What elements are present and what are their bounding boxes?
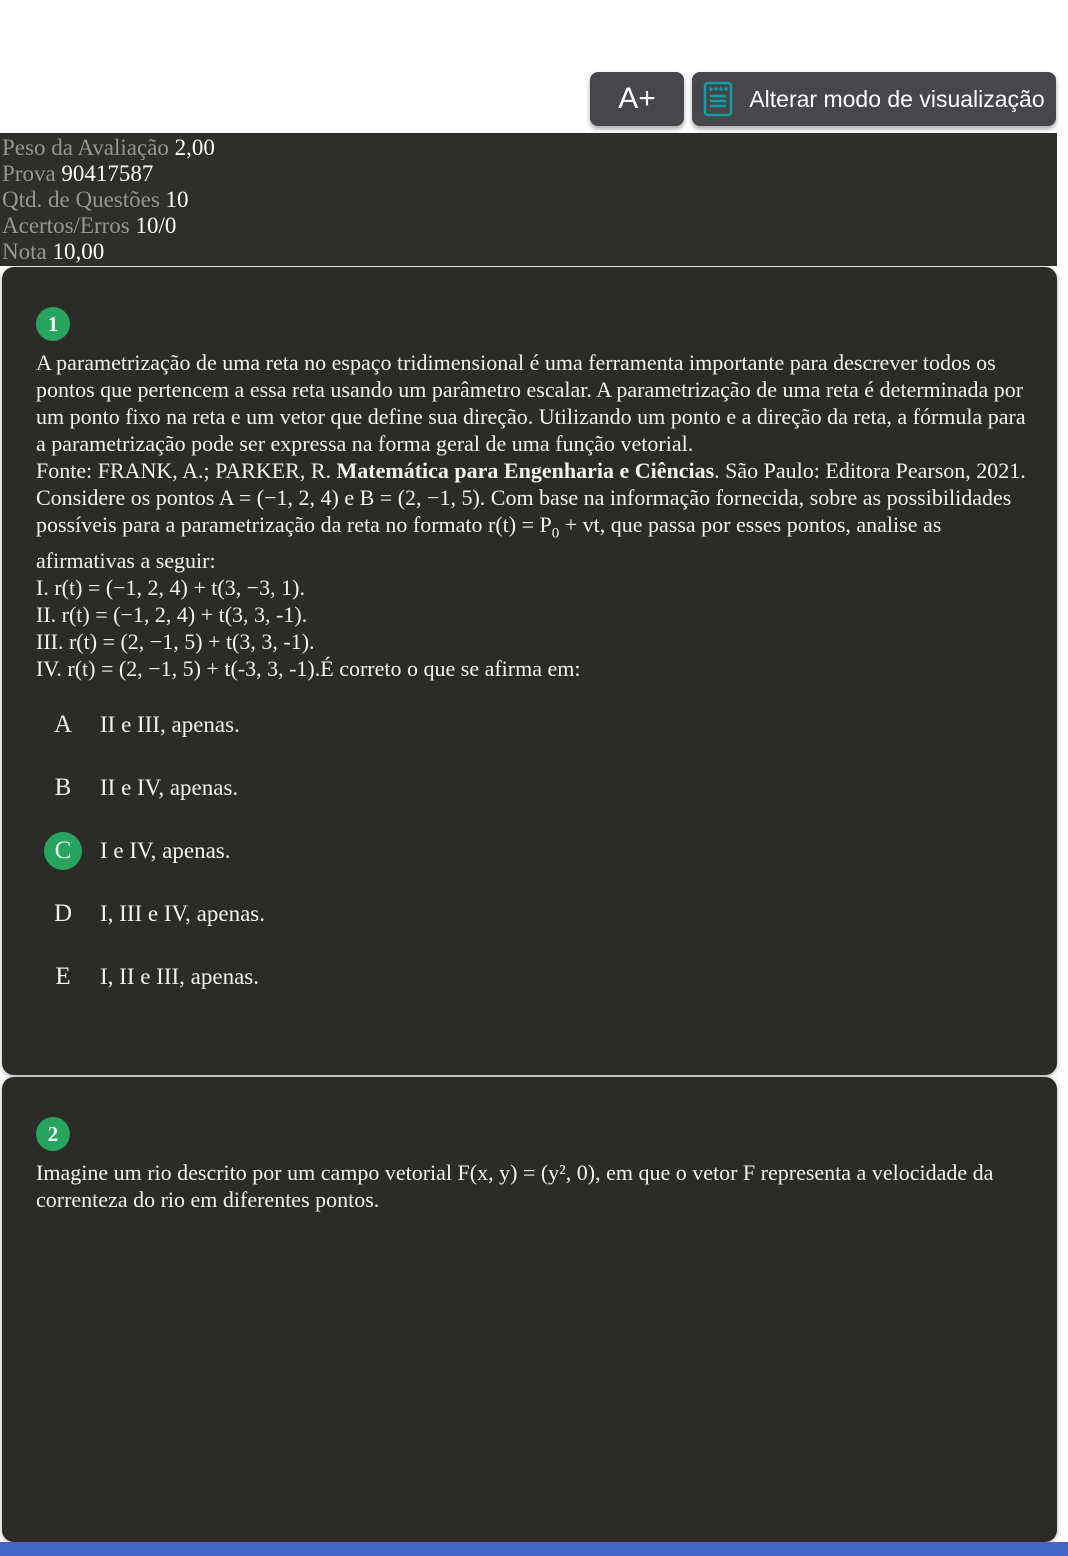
- question-2-text: Imagine um rio descrito por um campo vetorial F(x, y) = (y², 0), em que o vetor F representa a velocidade da correnteza do rio em diferentes pontos.: [36, 1160, 994, 1212]
- summary-row-questoes: [2, 187, 1057, 213]
- summary-label: Qtd. de Questões: [2, 187, 166, 212]
- question-1-card: [2, 267, 1057, 1075]
- summary-row-nota: [2, 239, 1057, 265]
- option-b-text: II e IV, apenas.: [100, 775, 239, 801]
- enunciado-part1: Considere os pontos A = (−1, 2, 4) e B = (2, −1, 5). Com base na informação fornecida, sobre as possibilidades possíveis para a parametrização da reta no formato r(t) = P: [36, 485, 1012, 537]
- summary-label: Acertos/Erros: [2, 213, 136, 238]
- summary-row-prova: [2, 161, 1057, 187]
- question-1-number-badge: [36, 307, 70, 341]
- question-1-number: 1: [47, 311, 59, 336]
- font-increase-button[interactable]: [590, 72, 684, 126]
- exam-summary: [0, 133, 1057, 266]
- summary-value: 10: [165, 187, 189, 212]
- summary-label: Nota: [2, 239, 53, 264]
- summary-value: 2,00: [174, 135, 215, 160]
- toolbar: [0, 72, 1068, 128]
- enunciado-part2: + vt, que passa por esses pontos, analise as afirmativas a seguir:: [36, 512, 942, 574]
- option-d[interactable]: [36, 895, 1027, 933]
- question-1-fonte: [36, 457, 1027, 484]
- change-view-mode-label: Alterar modo de visualização: [749, 85, 1045, 112]
- option-c-text: I e IV, apenas.: [100, 838, 231, 864]
- change-view-mode-button[interactable]: [692, 72, 1056, 126]
- question-1-intro: A parametrização de uma reta no espaço tridimensional é uma ferramenta importante para descrever todos os pontos que pertencem a essa reta usando um parâmetro escalar. A parametrização de uma reta é determinada por um ponto fixo na reta e um vetor que define sua direção. Utilizando um ponto e a direção da reta, a fórmula para a parametrização pode ser expressa na forma geral de uma função vetorial.: [36, 350, 1026, 456]
- footer-progress-bar: [0, 1542, 1068, 1556]
- summary-row-peso: [2, 135, 1057, 161]
- fonte-suffix: . São Paulo: Editora Pearson, 2021.: [714, 458, 1026, 483]
- summary-value: 90417587: [61, 161, 154, 186]
- fonte-prefix: Fonte: FRANK, A.; PARKER, R.: [36, 458, 337, 483]
- option-e-letter: E: [55, 963, 71, 991]
- option-d-text: I, III e IV, apenas.: [100, 901, 265, 927]
- question-1-enunciado: [36, 484, 1027, 574]
- summary-label: Prova: [2, 161, 62, 186]
- question-2-card: [2, 1077, 1057, 1542]
- enunciado-subscript: 0: [551, 525, 560, 542]
- option-a[interactable]: [36, 706, 1027, 744]
- option-e-text: I, II e III, apenas.: [100, 964, 259, 990]
- question-2-number: 2: [47, 1121, 59, 1146]
- fonte-title: Matemática para Engenharia e Ciências: [336, 458, 715, 483]
- option-a-text: II e III, apenas.: [100, 712, 240, 738]
- summary-value: 10/0: [135, 213, 177, 238]
- summary-row-acertos: [2, 213, 1057, 239]
- question-1-options: [36, 706, 1027, 996]
- option-c-selected[interactable]: [36, 832, 1027, 870]
- option-a-letter: A: [53, 711, 73, 739]
- option-c-letter: C: [44, 832, 82, 870]
- question-2-number-badge: [36, 1117, 70, 1151]
- question-1-text: [36, 349, 1027, 682]
- font-increase-label: A+: [618, 82, 656, 115]
- afirmativa-iv: IV. r(t) = (2, −1, 5) + t(-3, 3, -1).É correto o que se afirma em:: [36, 656, 581, 682]
- summary-label: Peso da Avaliação: [2, 135, 175, 160]
- option-b-letter: B: [54, 774, 72, 802]
- afirmativa-ii: II. r(t) = (−1, 2, 4) + t(3, 3, -1).: [36, 602, 308, 628]
- afirmativa-iii: III. r(t) = (2, −1, 5) + t(3, 3, -1).: [36, 629, 315, 655]
- option-e[interactable]: [36, 958, 1027, 996]
- option-d-letter: D: [53, 900, 73, 928]
- view-mode-icon: [703, 81, 733, 117]
- summary-value: 10,00: [52, 239, 105, 264]
- option-b[interactable]: [36, 769, 1027, 807]
- afirmativa-i: I. r(t) = (−1, 2, 4) + t(3, −3, 1).: [36, 575, 305, 601]
